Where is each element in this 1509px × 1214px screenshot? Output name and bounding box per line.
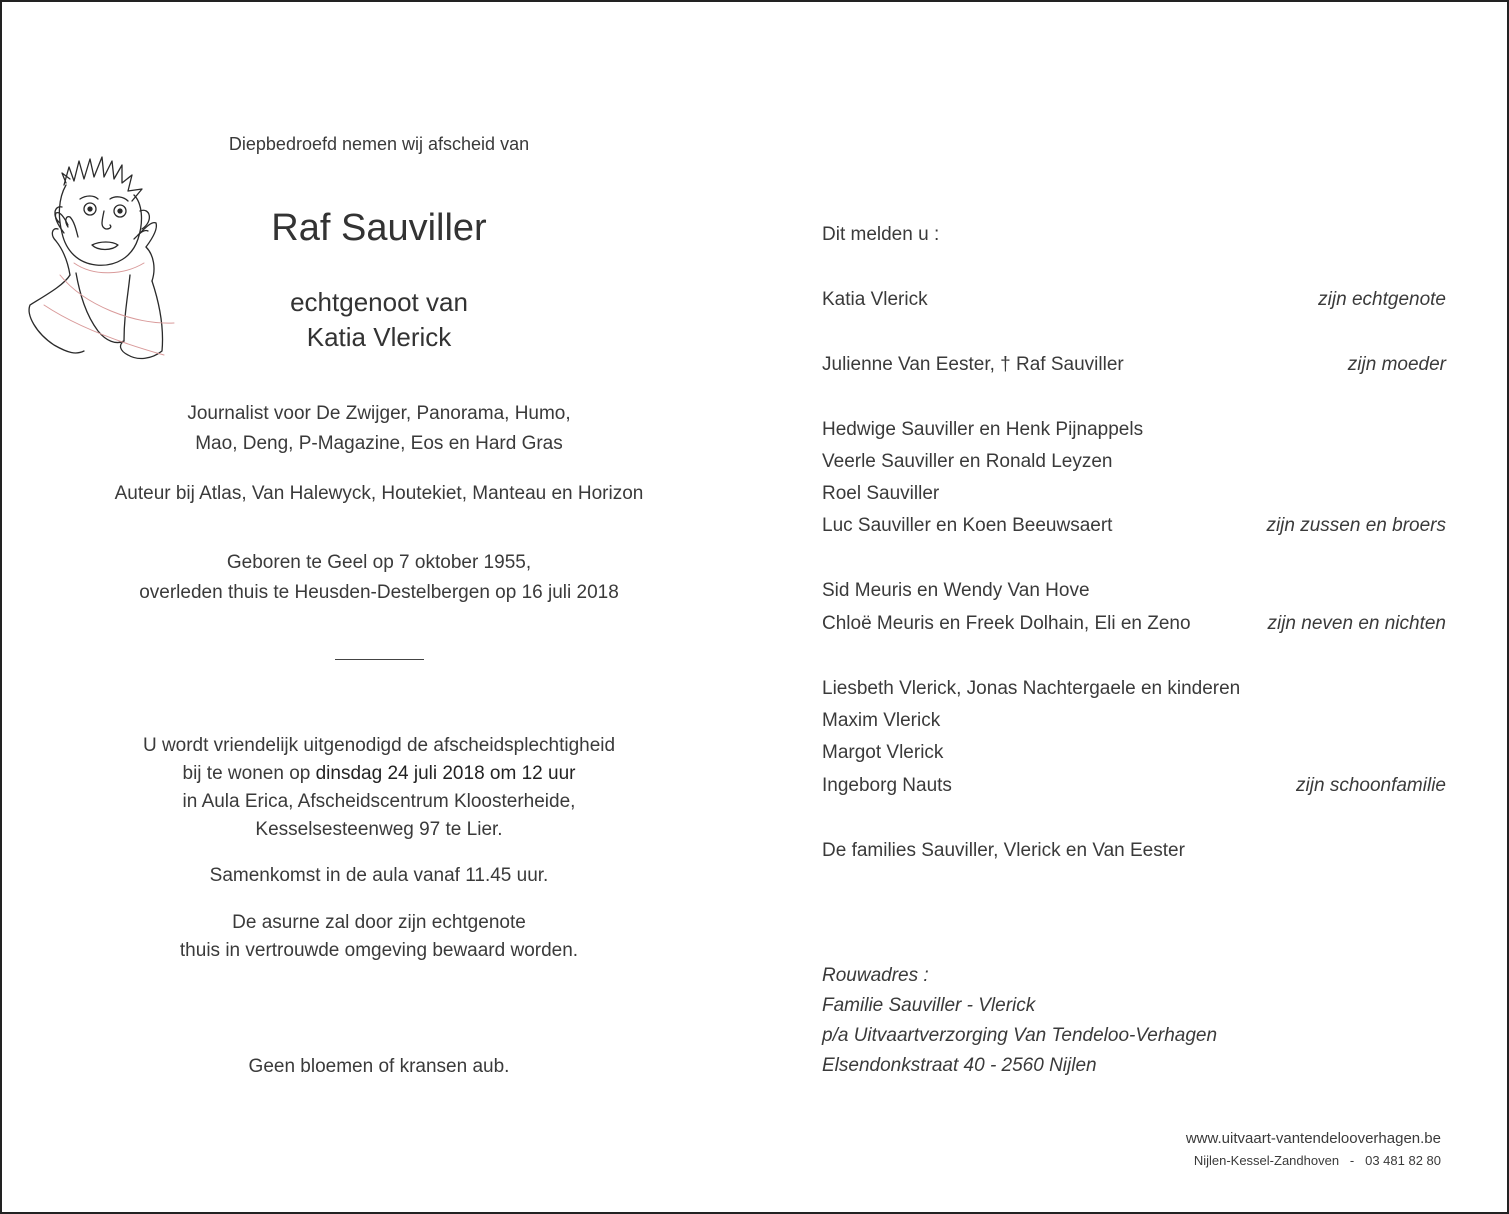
ceremony-date: dinsdag 24 juli 2018 om 12 uur [315,763,576,784]
career-line-1: Journalist voor De Zwijger, Panorama, Humo, [187,403,571,424]
family-line [822,350,1446,380]
spouse-line-1: echtgenoot van [290,287,468,317]
family-names: Katia Vlerick [822,289,928,310]
career-line-2: Mao, Deng, P-Magazine, Eos en Hard Gras [195,433,563,454]
family-line [822,609,1446,639]
family-names: De families Sauviller, Vlerick en Van Eester [822,840,1185,861]
spouse-line-2: Katia Vlerick [306,322,452,352]
gathering-text: Samenkomst in de aula vanaf 11.45 uur. [209,865,549,886]
family-names: Maxim Vlerick [822,710,941,731]
family-names: Luc Sauviller en Koen Beeuwsaert [822,515,1113,536]
family-line [822,738,1446,768]
family-names: Margot Vlerick [822,742,944,763]
funeral-home-website: www.uitvaart-vantendelooverhagen.be [1185,1130,1441,1147]
family-line [822,479,1446,509]
family-relation: zijn zussen en broers [1266,515,1446,536]
death-line: overleden thuis te Heusden-Destelbergen op 16 juli 2018 [139,582,619,603]
family-line [822,415,1446,445]
family-relation: zijn schoonfamilie [1296,775,1446,796]
family-names: Veerle Sauviller en Ronald Leyzen [822,451,1113,472]
ceremony-line-2 [102,759,656,789]
family-relation: zijn moeder [1347,354,1446,375]
mourning-address-street: Elsendonkstraat 40 - 2560 Nijlen [822,1055,1097,1076]
family-line [822,511,1446,541]
family-line [822,447,1446,477]
family-names: Sid Meuris en Wendy Van Hove [822,580,1090,601]
family-names: Chloë Meuris en Freek Dolhain, Eli en Zeno [822,613,1191,634]
funeral-home-contact [1194,1152,1441,1170]
ceremony-line-2-prefix: bij te wonen op [182,763,316,784]
birth-line: Geboren te Geel op 7 oktober 1955, [226,552,532,573]
family-names: Hedwige Sauviller en Henk Pijnappels [822,419,1144,440]
deceased-name: Raf Sauviller [271,207,487,249]
family-line [822,285,1446,315]
family-names: Ingeborg Nauts [822,775,952,796]
author-line: Auteur bij Atlas, Van Halewyck, Houtekiet, Manteau en Horizon [114,483,644,504]
family-line [822,576,1446,606]
urn-line-1: De asurne zal door zijn echtgenote [232,912,526,933]
funeral-home-locations: Nijlen-Kessel-Zandhoven [1193,1153,1340,1168]
announce-header [822,220,1446,250]
family-relation: zijn echtgenote [1318,289,1446,310]
family-line [822,674,1446,704]
ceremony-line-4: Kesselsesteenweg 97 te Lier. [255,819,503,840]
section-divider [335,659,424,660]
family-line [822,771,1446,801]
intro-text: Diepbedroefd nemen wij afscheid van [228,134,530,154]
family-names: Julienne Van Eester, † Raf Sauviller [822,354,1124,375]
ceremony-line-1: U wordt vriendelijk uitgenodigd de afscheidsplechtigheid [142,735,616,756]
family-names: Liesbeth Vlerick, Jonas Nachtergaele en kinderen [822,678,1241,699]
footer-separator: - [1349,1153,1355,1168]
family-relation: zijn neven en nichten [1267,613,1446,634]
ceremony-line-3: in Aula Erica, Afscheidscentrum Kloosterheide, [182,791,576,812]
no-flowers-text: Geen bloemen of kransen aub. [248,1056,510,1077]
family-names: Roel Sauviller [822,483,940,504]
funeral-home-phone: 03 481 82 80 [1365,1153,1441,1168]
urn-line-2: thuis in vertrouwde omgeving bewaard worden. [179,940,579,961]
announce-header-text: Dit melden u : [822,224,940,245]
mourning-address-label: Rouwadres : [822,965,929,986]
family-line [822,706,1446,736]
family-line [822,836,1446,866]
mourning-address-family: Familie Sauviller - Vlerick [822,995,1036,1016]
mourning-address-care-of: p/a Uitvaartverzorging Van Tendeloo-Verhagen [822,1025,1218,1046]
